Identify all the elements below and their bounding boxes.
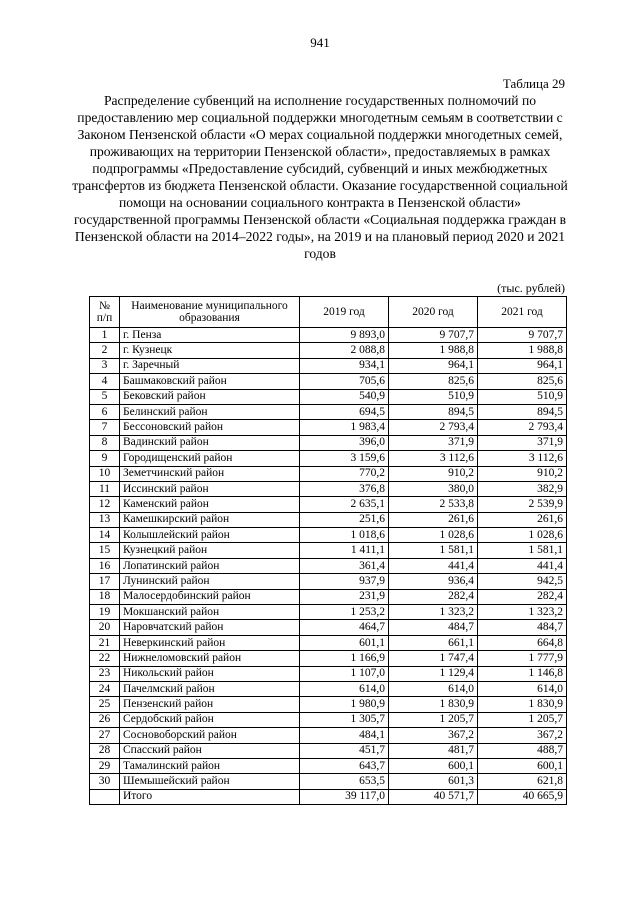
value-2021-cell: 942,5: [478, 574, 567, 589]
value-2019-cell: 9 893,0: [300, 328, 389, 343]
value-2021-cell: 614,0: [478, 681, 567, 696]
value-2019-cell: 2 635,1: [300, 497, 389, 512]
column-header-name: Наименование муниципального образования: [120, 297, 300, 328]
row-number-cell: 9: [90, 451, 120, 466]
value-2019-cell: 451,7: [300, 743, 389, 758]
table-label: Таблица 29: [502, 76, 565, 91]
value-2019-cell: 1 305,7: [300, 712, 389, 727]
value-2021-cell: 367,2: [478, 728, 567, 743]
row-number-cell: 26: [90, 712, 120, 727]
value-2021-cell: 1 028,6: [478, 528, 567, 543]
row-number-cell: 21: [90, 635, 120, 650]
table-row: [90, 512, 567, 527]
value-2019-cell: 705,6: [300, 374, 389, 389]
value-2021-cell: 825,6: [478, 374, 567, 389]
table-row: [90, 620, 567, 635]
municipality-name-cell: Бековский район: [120, 389, 300, 404]
value-2021-cell: 2 539,9: [478, 497, 567, 512]
value-2021-cell: 1 830,9: [478, 697, 567, 712]
row-number-cell: 5: [90, 389, 120, 404]
row-number-cell: 16: [90, 558, 120, 573]
value-2021-cell: 371,9: [478, 435, 567, 450]
value-2021-cell: 894,5: [478, 404, 567, 419]
row-number-cell: 1: [90, 328, 120, 343]
value-2021-cell: 664,8: [478, 635, 567, 650]
value-2020-cell: 1 323,2: [389, 605, 478, 620]
value-2020-cell: 1 830,9: [389, 697, 478, 712]
table-row: [90, 697, 567, 712]
value-2019-cell: 653,5: [300, 774, 389, 789]
row-number-cell: 4: [90, 374, 120, 389]
table-row: [90, 635, 567, 650]
table-row: [90, 774, 567, 789]
table-row: [90, 574, 567, 589]
row-number-cell: 25: [90, 697, 120, 712]
value-2021-cell: 2 793,4: [478, 420, 567, 435]
value-2021-cell: 9 707,7: [478, 328, 567, 343]
table-row: [90, 420, 567, 435]
value-2019-cell: 464,7: [300, 620, 389, 635]
row-number-cell: 6: [90, 404, 120, 419]
value-2020-cell: 2 793,4: [389, 420, 478, 435]
municipality-name-cell: Мокшанский район: [120, 605, 300, 620]
value-2019-cell: 643,7: [300, 758, 389, 773]
table-row: [90, 374, 567, 389]
total-row: [90, 789, 567, 804]
column-header-2019: 2019 год: [300, 297, 389, 328]
table-row: [90, 358, 567, 373]
value-2021-cell: 600,1: [478, 758, 567, 773]
municipality-name-cell: Городищенский район: [120, 451, 300, 466]
value-2020-cell: 1 129,4: [389, 666, 478, 681]
value-2019-cell: 1 166,9: [300, 651, 389, 666]
value-2020-cell: 282,4: [389, 589, 478, 604]
municipality-name-cell: г. Заречный: [120, 358, 300, 373]
value-2019-cell: 361,4: [300, 558, 389, 573]
value-2021-cell: 441,4: [478, 558, 567, 573]
value-2020-cell: 380,0: [389, 481, 478, 496]
table-row: [90, 712, 567, 727]
value-2019-cell: 251,6: [300, 512, 389, 527]
municipality-name-cell: Бессоновский район: [120, 420, 300, 435]
value-2019-cell: 937,9: [300, 574, 389, 589]
value-2021-cell: 484,7: [478, 620, 567, 635]
table-row: [90, 389, 567, 404]
municipality-name-cell: Тамалинский район: [120, 758, 300, 773]
table-row: [90, 728, 567, 743]
municipality-name-cell: Кузнецкий район: [120, 543, 300, 558]
value-2019-cell: 484,1: [300, 728, 389, 743]
row-number-cell: 10: [90, 466, 120, 481]
municipality-name-cell: Никольский район: [120, 666, 300, 681]
table-row: [90, 758, 567, 773]
value-2021-cell: 488,7: [478, 743, 567, 758]
value-2020-cell: 661,1: [389, 635, 478, 650]
municipality-name-cell: Шемышейский район: [120, 774, 300, 789]
row-number-cell: 8: [90, 435, 120, 450]
row-number-cell: 3: [90, 358, 120, 373]
value-2021-cell: 261,6: [478, 512, 567, 527]
value-2021-cell: 910,2: [478, 466, 567, 481]
row-number-cell: 15: [90, 543, 120, 558]
value-2020-cell: 1 747,4: [389, 651, 478, 666]
total-label: Итого: [120, 789, 300, 804]
value-2019-cell: 614,0: [300, 681, 389, 696]
value-2020-cell: 1 988,8: [389, 343, 478, 358]
value-2020-cell: 936,4: [389, 574, 478, 589]
value-2019-cell: 1 980,9: [300, 697, 389, 712]
value-2021-cell: 1 777,9: [478, 651, 567, 666]
row-number-cell: 17: [90, 574, 120, 589]
value-2020-cell: 825,6: [389, 374, 478, 389]
municipality-name-cell: Неверкинский район: [120, 635, 300, 650]
row-number-cell: 14: [90, 528, 120, 543]
row-number-cell: 30: [90, 774, 120, 789]
municipality-name-cell: Камешкирский район: [120, 512, 300, 527]
table-row: [90, 543, 567, 558]
value-2020-cell: 614,0: [389, 681, 478, 696]
value-2020-cell: 600,1: [389, 758, 478, 773]
column-header-2021: 2021 год: [478, 297, 567, 328]
column-header-number: № п/п: [90, 297, 120, 328]
value-2021-cell: 621,8: [478, 774, 567, 789]
value-2020-cell: 441,4: [389, 558, 478, 573]
value-2021-cell: 1 581,1: [478, 543, 567, 558]
value-2019-cell: 1 411,1: [300, 543, 389, 558]
value-2020-cell: 3 112,6: [389, 451, 478, 466]
row-number-cell: 19: [90, 605, 120, 620]
municipality-name-cell: Башмаковский район: [120, 374, 300, 389]
value-2020-cell: 367,2: [389, 728, 478, 743]
municipality-name-cell: Иссинский район: [120, 481, 300, 496]
total-number-cell: [90, 789, 120, 804]
table-row: [90, 451, 567, 466]
municipality-name-cell: Сердобский район: [120, 712, 300, 727]
municipality-name-cell: Наровчатский район: [120, 620, 300, 635]
municipality-name-cell: Белинский район: [120, 404, 300, 419]
value-2021-cell: 964,1: [478, 358, 567, 373]
municipality-name-cell: Колышлейский район: [120, 528, 300, 543]
value-2020-cell: 9 707,7: [389, 328, 478, 343]
row-number-cell: 2: [90, 343, 120, 358]
row-number-cell: 28: [90, 743, 120, 758]
value-2020-cell: 371,9: [389, 435, 478, 450]
value-2020-cell: 510,9: [389, 389, 478, 404]
value-2021-cell: 1 988,8: [478, 343, 567, 358]
municipality-name-cell: Малосердобинский район: [120, 589, 300, 604]
table-row: [90, 743, 567, 758]
subvention-table: [89, 296, 567, 805]
page-number: 941: [310, 35, 330, 50]
row-number-cell: 23: [90, 666, 120, 681]
table-row: [90, 343, 567, 358]
column-header-2020: 2020 год: [389, 297, 478, 328]
value-2020-cell: 2 533,8: [389, 497, 478, 512]
table-row: [90, 481, 567, 496]
value-2020-cell: 481,7: [389, 743, 478, 758]
table-row: [90, 404, 567, 419]
value-2019-cell: 601,1: [300, 635, 389, 650]
value-2019-cell: 3 159,6: [300, 451, 389, 466]
total-2020: 40 571,7: [389, 789, 478, 804]
value-2019-cell: 231,9: [300, 589, 389, 604]
value-2020-cell: 894,5: [389, 404, 478, 419]
row-number-cell: 13: [90, 512, 120, 527]
value-2021-cell: 510,9: [478, 389, 567, 404]
value-2019-cell: 540,9: [300, 389, 389, 404]
value-2019-cell: 396,0: [300, 435, 389, 450]
value-2019-cell: 1 018,6: [300, 528, 389, 543]
value-2020-cell: 601,3: [389, 774, 478, 789]
value-2021-cell: 1 205,7: [478, 712, 567, 727]
municipality-name-cell: Лопатинский район: [120, 558, 300, 573]
municipality-name-cell: Сосновоборский район: [120, 728, 300, 743]
row-number-cell: 24: [90, 681, 120, 696]
table-body: [90, 328, 567, 790]
table-header-row: [90, 297, 567, 328]
row-number-cell: 18: [90, 589, 120, 604]
municipality-name-cell: Пензенский район: [120, 697, 300, 712]
value-2019-cell: 770,2: [300, 466, 389, 481]
value-2021-cell: 3 112,6: [478, 451, 567, 466]
value-2019-cell: 694,5: [300, 404, 389, 419]
value-2020-cell: 1 205,7: [389, 712, 478, 727]
table-row: [90, 589, 567, 604]
municipality-name-cell: Лунинский район: [120, 574, 300, 589]
value-2020-cell: 964,1: [389, 358, 478, 373]
table-row: [90, 681, 567, 696]
value-2020-cell: 910,2: [389, 466, 478, 481]
value-2019-cell: 934,1: [300, 358, 389, 373]
total-2019: 39 117,0: [300, 789, 389, 804]
value-2020-cell: 1 581,1: [389, 543, 478, 558]
row-number-cell: 20: [90, 620, 120, 635]
document-title: Распределение субвенций на исполнение государственных полномочий по предоставлению мер социальной поддержки многодетным семьям в соответствии с Законом Пензенской области «О мерах социальной поддержки многодетных семей, проживающих на территории Пензенской области», предоставляемых в рамках подпрограммы «Предоставление субсидий, субвенций и иных межбюджетных трансфертов из бюджета Пензенской области. Оказание государственной социальной помощи на основании социального контракта в Пензенской области» государственной программы Пензенской области «Социальная поддержка граждан в Пензенской области на 2014–2022 годы», на 2019 и на плановый период 2020 и 2021 годов: [72, 93, 568, 261]
municipality-name-cell: Пачелмский район: [120, 681, 300, 696]
value-2019-cell: 1 983,4: [300, 420, 389, 435]
municipality-name-cell: Нижнеломовский район: [120, 651, 300, 666]
table-row: [90, 651, 567, 666]
value-2021-cell: 282,4: [478, 589, 567, 604]
table-row: [90, 666, 567, 681]
table-row: [90, 328, 567, 343]
table-row: [90, 497, 567, 512]
value-2021-cell: 1 323,2: [478, 605, 567, 620]
value-2019-cell: 1 107,0: [300, 666, 389, 681]
row-number-cell: 22: [90, 651, 120, 666]
value-2019-cell: 1 253,2: [300, 605, 389, 620]
table-row: [90, 558, 567, 573]
municipality-name-cell: Спасский район: [120, 743, 300, 758]
total-2021: 40 665,9: [478, 789, 567, 804]
value-2021-cell: 1 146,8: [478, 666, 567, 681]
row-number-cell: 27: [90, 728, 120, 743]
table-row: [90, 466, 567, 481]
row-number-cell: 7: [90, 420, 120, 435]
table-row: [90, 605, 567, 620]
value-2019-cell: 2 088,8: [300, 343, 389, 358]
municipality-name-cell: г. Пенза: [120, 328, 300, 343]
municipality-name-cell: Вадинский район: [120, 435, 300, 450]
value-2021-cell: 382,9: [478, 481, 567, 496]
row-number-cell: 12: [90, 497, 120, 512]
units-label: (тыс. рублей): [497, 281, 565, 295]
municipality-name-cell: Каменский район: [120, 497, 300, 512]
value-2020-cell: 484,7: [389, 620, 478, 635]
value-2019-cell: 376,8: [300, 481, 389, 496]
municipality-name-cell: г. Кузнецк: [120, 343, 300, 358]
value-2020-cell: 1 028,6: [389, 528, 478, 543]
row-number-cell: 29: [90, 758, 120, 773]
row-number-cell: 11: [90, 481, 120, 496]
table-row: [90, 435, 567, 450]
table-row: [90, 528, 567, 543]
value-2020-cell: 261,6: [389, 512, 478, 527]
municipality-name-cell: Земетчинский район: [120, 466, 300, 481]
